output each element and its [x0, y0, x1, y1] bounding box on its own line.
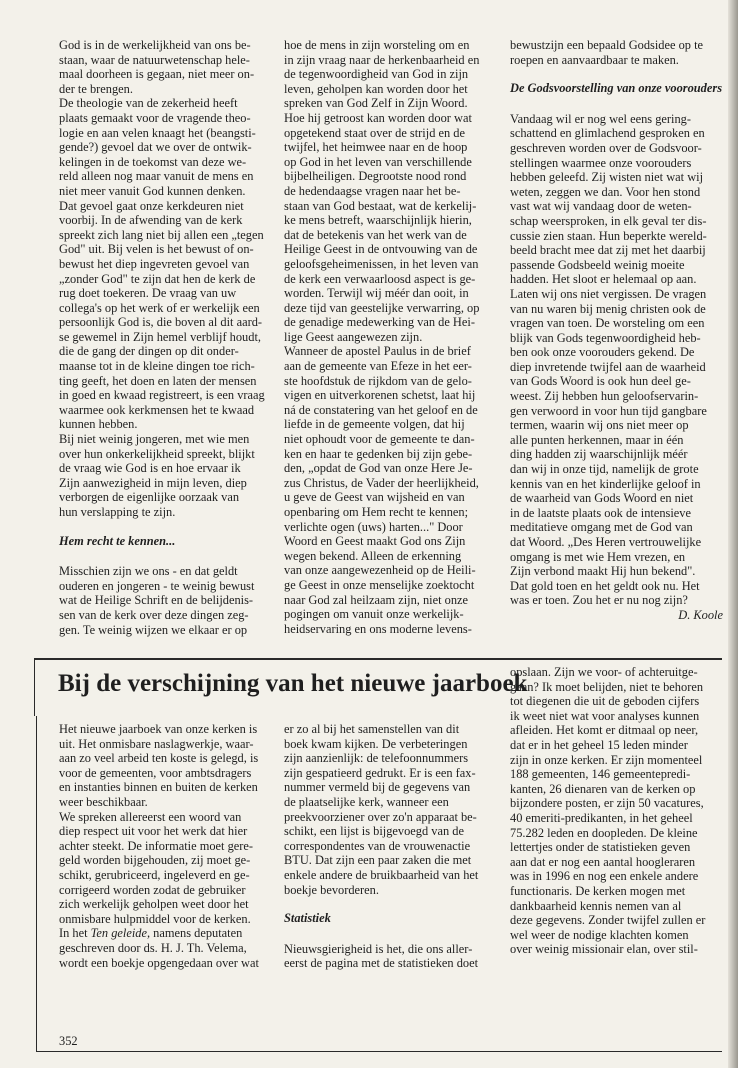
text-line: se gewemel in Zijn hemel verblijf houdt, [59, 329, 261, 344]
text-line: wordt een boekje opgengedaan over wat [59, 955, 259, 970]
article1-col2-body [284, 38, 499, 636]
text-line: in zijn vraag naar de herkenbaarheid en [284, 52, 480, 67]
article-divider-top [34, 658, 722, 660]
text-line: Misschien zijn we ons - en dat geldt [59, 564, 238, 579]
text-line: De theologie van de zekerheid heeft [59, 96, 238, 111]
text-line: schikt, een lijst is bijgevoegd van de [284, 824, 464, 839]
text-line: deze tijd van geestelijke verwarring, op [284, 300, 480, 315]
text-line: er zo al bij het samenstellen van dit [284, 722, 460, 736]
text-line: gen. Te weinig wijzen we elkaar er op [59, 622, 248, 637]
text-line: rug doet toekeren. De vraag van uw [59, 286, 237, 301]
text-line: correspondentes van de vrouwenactie [284, 838, 471, 853]
text-line: heidservaring en ons moderne levens- [284, 621, 472, 636]
article1-column-3 [510, 38, 723, 623]
text-line: de plaatselijke kerk, wanneer een [284, 794, 449, 809]
article2-column-2 [284, 722, 499, 971]
text-line: sen van de kerk over deze dingen zeg- [59, 607, 249, 622]
text-line: leven, geholpen kan worden door het [284, 81, 468, 96]
text-line: afleiden. Het komt er ditmaal op neer, [510, 723, 699, 738]
text-line: geschreven worden over de Godsvoor- [510, 140, 702, 155]
text-line: ting geeft, het doen en laten der mensen [59, 373, 257, 388]
text-line: kelingen in de toekomst van deze we- [59, 154, 247, 169]
text-line: stellingen waarmee onze voorouders [510, 155, 692, 170]
text-line: dankbaarheid kennis nemen van al [510, 898, 682, 913]
text-line: ding hadden zij waarschijnlijk méér [510, 447, 688, 462]
text-line: aan dat er nog een aantal hoogleraren [510, 854, 696, 869]
ten-geleide-line: In het Ten geleide, namens deputaten [59, 926, 243, 941]
text-line: „zonder God" te zijn dat hen de kerk de [59, 271, 256, 286]
text-line: Vandaag wil er nog wel eens gering- [510, 111, 691, 126]
section-heading-hem-recht: Hem recht te kennen... [59, 533, 176, 548]
text-line: ná de constatering van het geloof en de [284, 402, 478, 417]
text-line: opgetekend staat over de strijd en de [284, 125, 465, 140]
text-line: Zijn aanwezigheid in mijn leven, diep [59, 475, 247, 490]
page-edge [728, 0, 738, 1068]
article-frame-bottom [36, 1051, 722, 1052]
text-line: openbaring om Hem recht te kennen; [284, 505, 469, 519]
text-line: schattend en glimlachend gesproken en [510, 126, 705, 141]
text-line: van nu waren bij menig christen ook de [510, 301, 706, 316]
text-line: lettertjes onder de statistieken geven [510, 840, 691, 855]
article2-column-3 [510, 665, 723, 957]
article1-col3-body [510, 38, 723, 67]
text-line: achter steekt. De informatie moet gere- [59, 838, 254, 853]
article-divider-left [34, 658, 35, 716]
text-line: collega's op het werk of er werkelijk een [59, 300, 260, 315]
text-line: zijn aanzienlijk: de telefoonnummers [284, 751, 469, 766]
text-line: u geve de Geest van wijsheid en van [284, 490, 465, 505]
text-line: hun verslapping te zijn. [59, 505, 176, 519]
text-line: logie en aan velen knaagt het (beangsti- [59, 125, 256, 140]
text-line: spreken van God Zelf in Zijn Woord. [284, 96, 468, 111]
text-line: twijfel, het heimwee naar en de hoop [284, 140, 468, 155]
text-line: passende Godsbeeld weinig moeite [510, 257, 685, 272]
text-line: in de laatste plaats ook de intensieve [510, 505, 691, 520]
text-line: 40 emeriti-predikanten, in het geheel [510, 810, 693, 825]
text-line: boek kwam kijken. De verbeteringen [284, 736, 468, 751]
article1-column-2 [284, 38, 499, 636]
text-line: staan, waar de natuurwetenschap hele- [59, 52, 250, 67]
text-line: hoe de mens in zijn worsteling om en [284, 38, 470, 52]
text-line: corrigeerd worden zodat de gebruiker [59, 882, 246, 897]
text-line: dat de betekenis van het werk van de [284, 227, 467, 242]
text-line: spreekt zich lang niet bij allen een „tegen [59, 227, 264, 242]
text-line: weten, zeggen we dan. Voor hen stond [510, 184, 701, 199]
text-line: wegen bekend. Alleen de erkenning [284, 548, 462, 563]
text-line: ben ook onze voorouders gekend. De [510, 345, 695, 360]
text-line: 75.282 leden en doopleden. De kleine [510, 825, 698, 840]
text-line: niet ophoudt voor de gemeente te dan- [284, 432, 475, 447]
text-line: niet meer vanuit God kunnen denken. [59, 183, 246, 198]
text-line: over weinig missionair elan, over stil- [510, 942, 698, 957]
text-line: lige Geest aangewezen zijn. [284, 329, 423, 344]
author-signature: D. Koole [678, 607, 723, 622]
text-line: enkele andere de bruikbaarheid van het [284, 867, 479, 882]
text-line: ke mens betreft, waarschijnlijk hierin, [284, 213, 472, 228]
text-line: ken en haar te gedenken bij zijn gebe- [284, 446, 473, 461]
page-number: 352 [59, 1034, 78, 1048]
text-line: ge Geest in onze menselijke zoektocht [284, 577, 475, 592]
text-line: eerst de pagina met de statistieken doet [284, 956, 479, 971]
text-line: aan zo veel arbeid ten koste is gelegd, is [59, 751, 259, 766]
text-line: bewustzijn een bepaald Godsidee op te [510, 38, 704, 52]
text-line: plaats gemaakt voor de vragende theo- [59, 110, 251, 125]
text-line: functionaris. De kerken mogen met [510, 883, 686, 898]
article2-column-1 [59, 722, 274, 970]
text-line: vigen en uitverkorenen schetst, laat hij [284, 388, 476, 403]
text-line: de tegenwoordigheid van God in zijn [284, 67, 469, 82]
article2-headline: Bij de verschijning van het nieuwe jaarboek [58, 670, 528, 697]
text-line: 188 gemeenten, 146 gemeentepredi- [510, 767, 691, 782]
text-line: vast wat wij vandaag door de weten- [510, 199, 692, 214]
text-line: den, „opdat de God van onze Here Je- [284, 461, 473, 476]
text-line: de hedendaagse vragen naar het be- [284, 183, 461, 198]
text-line: staan van God bestaat, wat de kerkelij- [284, 198, 477, 213]
text-line: van onze aangewezenheid op de Heili- [284, 563, 476, 578]
article2-col2-body-2 [284, 942, 499, 971]
text-line: uit. Het onmisbare naslagwerkje, waar- [59, 736, 254, 751]
text-line: bewust het diep ingevreten gevoel van [59, 256, 250, 271]
text-line: die de gang der dingen op dit onder- [59, 344, 239, 359]
text-line: onmisbare hulpmiddel voor de kerken. [59, 911, 251, 926]
text-line: over hun onkerkelijkheid spreekt, blijkt [59, 446, 255, 461]
article1-column-1 [59, 38, 272, 637]
text-line: BTU. Dat zijn een paar zaken die met [284, 853, 472, 868]
text-line: roepen en aanvaardbaar te maken. [510, 52, 679, 67]
section-heading-godsvoorstelling: De Godsvoorstelling van onze voorouders [510, 81, 723, 96]
text-line: meditatieve omgang met de God van [510, 520, 693, 535]
text-line: Heilige Geest in de ontvouwing van de [284, 242, 478, 257]
text-line: bijzondere posten, er zijn 50 vacatures, [510, 796, 704, 811]
text-line: tot diegenen die uit de geboden cijfers [510, 694, 700, 709]
text-line: termen, waarin wij ons niet meer op [510, 418, 689, 433]
text-line: verlichte ogen (uws) harten..." Door [284, 519, 463, 534]
text-line: worden. Terwijl wij méér dan ooit, in [284, 286, 469, 301]
text-line: der te brengen. [59, 81, 133, 96]
article2-col2-body [284, 722, 499, 897]
article1-col1-body-2 [59, 564, 272, 637]
text-line: God" uit. Bij velen is het bewust of on- [59, 242, 254, 257]
text-line: We spreken allereerst een woord van [59, 809, 242, 824]
text-line: voorbij. In de afwending van de kerk [59, 213, 243, 228]
text-line: reld alleen nog maar vanuit de mens en [59, 169, 254, 184]
text-line: schap weersproken, in elk geval ter dis- [510, 213, 707, 228]
text-line: blijk van Gods tegenwoordigheid heb- [510, 330, 701, 345]
text-line: alle punten herkennen, maar in één [510, 432, 684, 447]
text-line: weer beschikbaar. [59, 794, 148, 809]
text-line: opslaan. Zijn we voor- of achteruitge- [510, 665, 698, 679]
text-line: bijbelheiligen. Degrootste nood rond [284, 169, 467, 184]
article1-col1-body [59, 38, 272, 520]
text-line: ste hoofdstuk de rijkdom van de gelo- [284, 373, 472, 388]
text-line: God is in de werkelijkheid van ons be- [59, 38, 251, 52]
text-line: ik weet niet wat voor analyses kunnen [510, 708, 700, 723]
text-line: zus Christus, de Vader der heerlijkheid, [284, 475, 479, 490]
text-line: maanse tot in de kleine dingen toe rich- [59, 359, 255, 374]
text-line: vragen van toen. De worsteling om een [510, 316, 705, 331]
text-line: zijn in onze kerken. Er zijn momenteel [510, 752, 703, 767]
text-line: geloofsgeheimenissen, in het leven van [284, 256, 479, 271]
text-line: en instanties binnen en buiten de kerken [59, 780, 258, 795]
text-line: was in 1996 en nog een enkele andere [510, 869, 699, 884]
article-frame-left [36, 716, 37, 1052]
text-line: dat Woord. „Des Heren vertrouwelijke [510, 535, 702, 549]
text-line: weest. Zij hebben hun geloofservarin- [510, 389, 699, 404]
text-line: diep respect uit voor het werk dat hier [59, 824, 248, 839]
text-line: Laten wij ons niet vergissen. De vragen [510, 286, 707, 301]
text-line: dat er in het geheel 15 leden minder [510, 737, 688, 752]
text-line: de vraag wie God is en hoe ervaar ik [59, 461, 241, 476]
text-line: beeld bracht mee dat zij met het daarbij [510, 243, 706, 258]
text-line: naar God zal heilzaam zijn, niet onze [284, 592, 469, 607]
text-line: was er toen. Zou het er nu nog zijn? [510, 593, 688, 608]
text-line: de kerk een verwaarloosd aspect is ge- [284, 271, 476, 286]
article2-col1-body [59, 722, 274, 926]
text-line: zich werkelijk geholpen weet door het [59, 897, 249, 912]
text-line: Bij niet weinig jongeren, met wie men [59, 432, 250, 447]
text-line: in goed en kwaad registreert, is een vraag [59, 388, 265, 403]
text-line: liefde in de gemeente volgen, dat hij [284, 417, 465, 432]
text-line: kunnen hebben. [59, 417, 138, 432]
text-line: wat de Heilige Schrift en de belijdenis- [59, 593, 254, 608]
ten-geleide-title: Ten geleide, [90, 926, 151, 941]
text-line: nummer vermeld bij de gegevens van [284, 780, 471, 795]
article2-col1-body-2 [59, 941, 274, 970]
text-line: van Gods Woord is ook hun deel ge- [510, 374, 691, 389]
text-line: op God in het leven van verschillende [284, 154, 472, 169]
text-line: Nieuwsgierigheid is het, die ons aller- [284, 941, 473, 956]
text-line: voor de gemeenten, voor ambtsdragers [59, 765, 252, 780]
text-line: cussie zien staan. Hun beperkte wereld- [510, 228, 707, 243]
section-heading-statistiek: Statistiek [284, 911, 331, 926]
text-line: geschreven door ds. H. J. Th. Velema, [59, 940, 247, 955]
text-line: gen verwoord in voor hun tijd gangbare [510, 403, 707, 418]
text-line: gaan? Ik moet belijden, niet te behoren [510, 679, 704, 694]
text-line: de genadige medewerking van de Hei- [284, 315, 475, 330]
article2-col3-body [510, 665, 723, 957]
text-line: kennis van en het kinderlijke geloof in [510, 476, 701, 491]
text-line: pogingen om vanuit onze werkelijk- [284, 607, 464, 622]
article1-col3-body-2 [510, 112, 723, 608]
text-line: Wanneer de apostel Paulus in de brief [284, 344, 471, 359]
text-line: de waarheid van Gods Woord en niet [510, 491, 694, 506]
text-line: wel weer de nodige klachten komen [510, 927, 689, 942]
text-line: preekvoorziener over zo'n apparaat be- [284, 809, 477, 824]
text-line: diep invretende twijfel aan de waarheid [510, 359, 706, 374]
text-line: Hoe hij getroost kan worden door wat [284, 110, 472, 125]
text-line: waarmee ook kerkmensen het te kwaad [59, 402, 255, 417]
text-line: aan de gemeente van Efeze in het eer- [284, 359, 472, 374]
text-line: geld worden bijgehouden, zij moet ge- [59, 853, 251, 868]
text-line: boekje bevorderen. [284, 882, 379, 897]
text-line: zijn gespatieerd gedrukt. Er is een fax- [284, 765, 476, 780]
text-line: Zijn verbond maakt Hij hun bekend". [510, 564, 696, 579]
text-line: Woord en Geest maakt God ons Zijn [284, 534, 466, 549]
text-line: Dat gold toen en het geldt ook nu. Het [510, 578, 700, 593]
text-line: ouderen en jongeren - te weinig bewust [59, 578, 255, 593]
text-line: persoonlijk God is, die boven al dit aard- [59, 315, 263, 330]
text-line: schikt, gerubriceerd, ingeleverd en ge- [59, 867, 250, 882]
text-line: Het nieuwe jaarboek van onze kerken is [59, 722, 258, 736]
text-line: deze gegevens. Zonder twijfel zullen er [510, 913, 706, 928]
text-line: hadden. Het sloot er helemaal op aan. [510, 272, 697, 287]
text-line: dan wij in onze tijd, namelijk de grote [510, 462, 699, 477]
text-line: Dat gevoel gaat onze kerkdeuren niet [59, 198, 244, 213]
text-line: hebben geleefd. Zij wisten niet wat wij [510, 170, 704, 185]
text-line: verborgen de eigenlijke oorzaak van [59, 490, 240, 505]
text-line: maal doorheen is gegaan, niet meer on- [59, 67, 255, 82]
text-line: omgang is met wie Hem vrezen, en [510, 549, 686, 564]
text-line: gende?) gevoel dat we over de ontwik- [59, 140, 252, 155]
text-line: kanten, 26 dienaren van de kerken op [510, 781, 696, 796]
